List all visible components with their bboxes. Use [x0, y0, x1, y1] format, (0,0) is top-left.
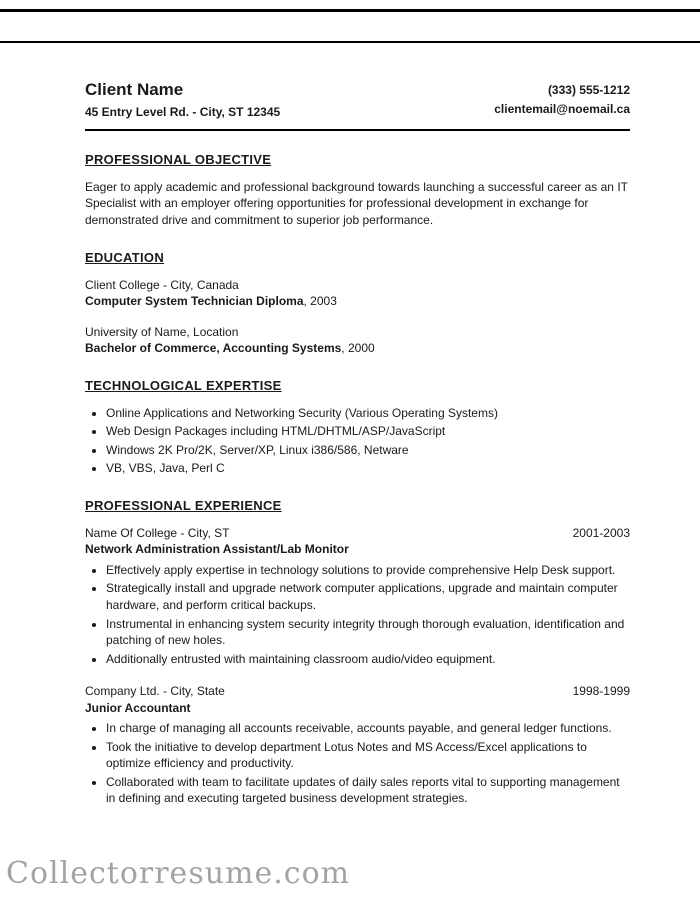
education-degree-line — [85, 293, 630, 310]
education-school: University of Name, Location — [85, 324, 239, 339]
education-degree-line — [85, 340, 630, 357]
section-heading-education: EDUCATION — [85, 249, 165, 265]
client-phone: (333) 555-1212 — [547, 82, 630, 97]
client-name: Client Name — [85, 80, 184, 99]
education-entry — [85, 324, 630, 357]
education-degree: Computer System Technician Diploma — [85, 294, 304, 309]
education-year: , 2003 — [303, 294, 337, 309]
job-bullet: • Additionally entrusted with maintaining classroom audio/video equipment. — [106, 651, 630, 668]
job-bullet: • Effectively apply expertise in technology solutions to provide comprehensive Help Desk support. — [106, 562, 630, 579]
job-dates: 1998-1999 — [572, 684, 630, 699]
job-entry — [85, 525, 630, 667]
job-title: Junior Accountant — [85, 700, 191, 715]
job-bullet: • Strategically install and upgrade network computer applications, upgrade and maintain computer hardware, and perform critical backups. — [106, 580, 630, 613]
expertise-item: • Windows 2K Pro/2K, Server/XP, Linux i386/586, Netware — [106, 442, 630, 459]
job-entry — [85, 683, 630, 807]
job-bullet-list — [85, 720, 630, 807]
client-address: 45 Entry Level Rd. - City, ST 12345 — [85, 105, 281, 120]
expertise-item: • VB, VBS, Java, Perl C — [106, 460, 630, 477]
job-bullet: • Took the initiative to develop department Lotus Notes and MS Access/Excel applications to optimize efficiency and productivity. — [106, 739, 630, 772]
resume-page — [85, 78, 630, 823]
job-bullet: • Collaborated with team to facilitate updates of daily sales reports vital to supporting management in defining and executing targeted business development strategies. — [106, 774, 630, 807]
job-title: Network Administration Assistant/Lab Monitor — [85, 542, 349, 557]
job-bullet: • Instrumental in enhancing system security integrity through thorough evaluation, identification and patching of new holes. — [106, 616, 630, 649]
objective-text: Eager to apply academic and professional background towards launching a successful career as an IT Specialist with an employer offering opportunities for professional development in exchange for demonstrated drive and commitment to superior job performance. — [85, 179, 628, 228]
education-degree: Bachelor of Commerce, Accounting Systems — [85, 341, 342, 356]
education-school: Client College - City, Canada — [85, 277, 239, 292]
job-employer: Company Ltd. - City, State — [85, 684, 225, 699]
header-left — [85, 78, 280, 121]
job-header-line — [85, 525, 630, 542]
job-bullet: • In charge of managing all accounts receivable, accounts payable, and general ledger functions. — [106, 720, 630, 737]
job-bullet-list — [85, 562, 630, 667]
expertise-list — [85, 405, 630, 477]
section-heading-expertise: TECHNOLOGICAL EXPERTISE — [85, 377, 282, 393]
expertise-item: • Web Design Packages including HTML/DHTML/ASP/JavaScript — [106, 423, 630, 440]
client-email: clientemail@noemail.ca — [494, 102, 630, 117]
job-dates: 2001-2003 — [572, 525, 630, 540]
expertise-item: • Online Applications and Networking Security (Various Operating Systems) — [106, 405, 630, 422]
education-year: , 2000 — [341, 341, 375, 356]
job-employer: Name Of College - City, ST — [85, 525, 230, 540]
resume-header — [85, 78, 630, 131]
section-heading-objective: PROFESSIONAL OBJECTIVE — [85, 152, 272, 167]
top-border-line-2 — [0, 41, 700, 43]
education-entry — [85, 277, 630, 310]
watermark-text: Collectorresume.com — [6, 856, 351, 891]
top-border-line-1 — [0, 9, 700, 12]
section-heading-experience: PROFESSIONAL EXPERIENCE — [85, 497, 282, 513]
job-header-line — [85, 683, 630, 700]
header-right — [494, 82, 630, 121]
